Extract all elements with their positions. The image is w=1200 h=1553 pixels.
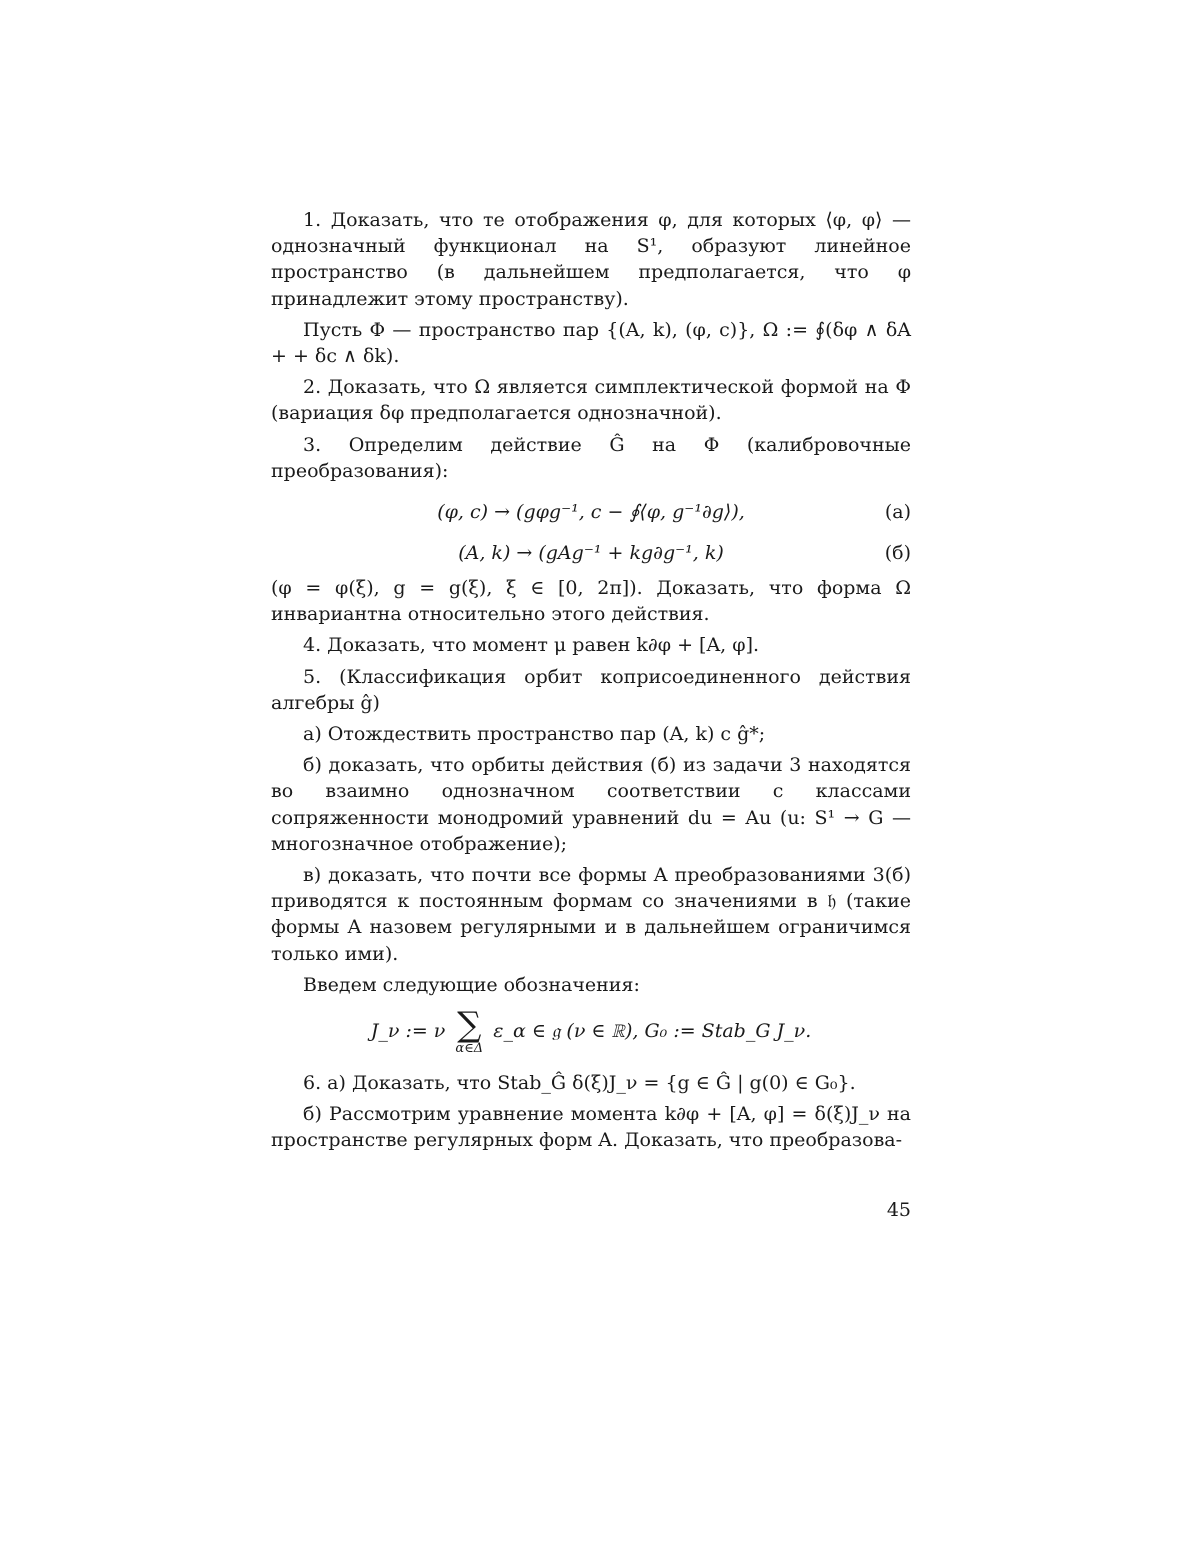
problem-2: 2. Доказать, что Ω является симплектической формой на Φ (вариация δφ предполагается однозначной).	[271, 376, 911, 425]
notation-intro: Введем следующие обозначения:	[303, 973, 640, 996]
notation-equation	[271, 1004, 911, 1062]
equation-a	[271, 489, 911, 535]
problem-5: 5. (Классификация орбит коприсоединенного действия алгебры ĝ)	[271, 665, 911, 714]
sigma-subscript: α∈Δ	[455, 1041, 484, 1057]
page-body	[271, 207, 911, 1221]
equation-a-body: (φ, c) → (gφg⁻¹, c − ∮⟨φ, g⁻¹∂g⟩),	[437, 501, 745, 524]
problem-4: 4. Доказать, что момент μ равен k∂φ + [A, φ].	[303, 634, 760, 657]
invariance-statement: (φ = φ(ξ), g = g(ξ), ξ ∈ [0, 2π]). Доказать, что форма Ω инвариантна относительно этого действия.	[271, 577, 911, 626]
problem-3: 3. Определим действие Ĝ на Φ (калибровочные преобразования):	[271, 433, 911, 482]
problem-1: 1. Доказать, что те отображения φ, для которых ⟨φ, φ⟩ — однозначный функционал на S¹, образуют линейное пространство (в дальнейшем предполагается, что φ принадлежит этому пространству).	[271, 209, 911, 310]
page-number: 45	[886, 1199, 911, 1221]
problem-5c: в) доказать, что почти все формы A преобразованиями 3(б) приводятся к постоянным формам со значениями в 𝔥 (такие формы A назовем регулярными и в дальнейшем ограничимся только ими).	[271, 864, 911, 965]
problem-6b: б) Рассмотрим уравнение момента k∂φ + [A, φ] = δ(ξ)J_ν на пространстве регулярных форм A. Доказать, что преобразова-	[271, 1103, 911, 1152]
equation-b	[271, 535, 911, 571]
equation-a-tag: (а)	[884, 501, 911, 524]
definition-phi: Пусть Φ — пространство пар {(A, k), (φ, c)}, Ω := ∮(δφ ∧ δA + + δc ∧ δk).	[271, 318, 911, 368]
problem-5b: б) доказать, что орбиты действия (б) из задачи 3 находятся во взаимно однозначном соответствии с классами сопряженности монодромий уравнений du = Au (u: S¹ → G — многозначное отображение);	[271, 754, 911, 855]
problem-5a: а) Отождествить пространство пар (A, k) с ĝ*;	[303, 723, 766, 746]
problem-6a: 6. а) Доказать, что Stab_Ĝ δ(ξ)J_ν = {g ∈ Ĝ | g(0) ∈ G₀}.	[303, 1072, 856, 1095]
equation-b-tag: (б)	[884, 542, 911, 565]
notation-left: J_ν := ν	[370, 1020, 446, 1043]
sigma-symbol: ∑	[457, 1005, 482, 1046]
equation-b-body: (A, k) → (gAg⁻¹ + kg∂g⁻¹, k)	[458, 542, 724, 565]
summation-sign	[455, 1005, 484, 1057]
notation-right: ε_α ∈ 𝔤 (ν ∈ ℝ), G₀ := Stab_G J_ν.	[493, 1020, 812, 1043]
